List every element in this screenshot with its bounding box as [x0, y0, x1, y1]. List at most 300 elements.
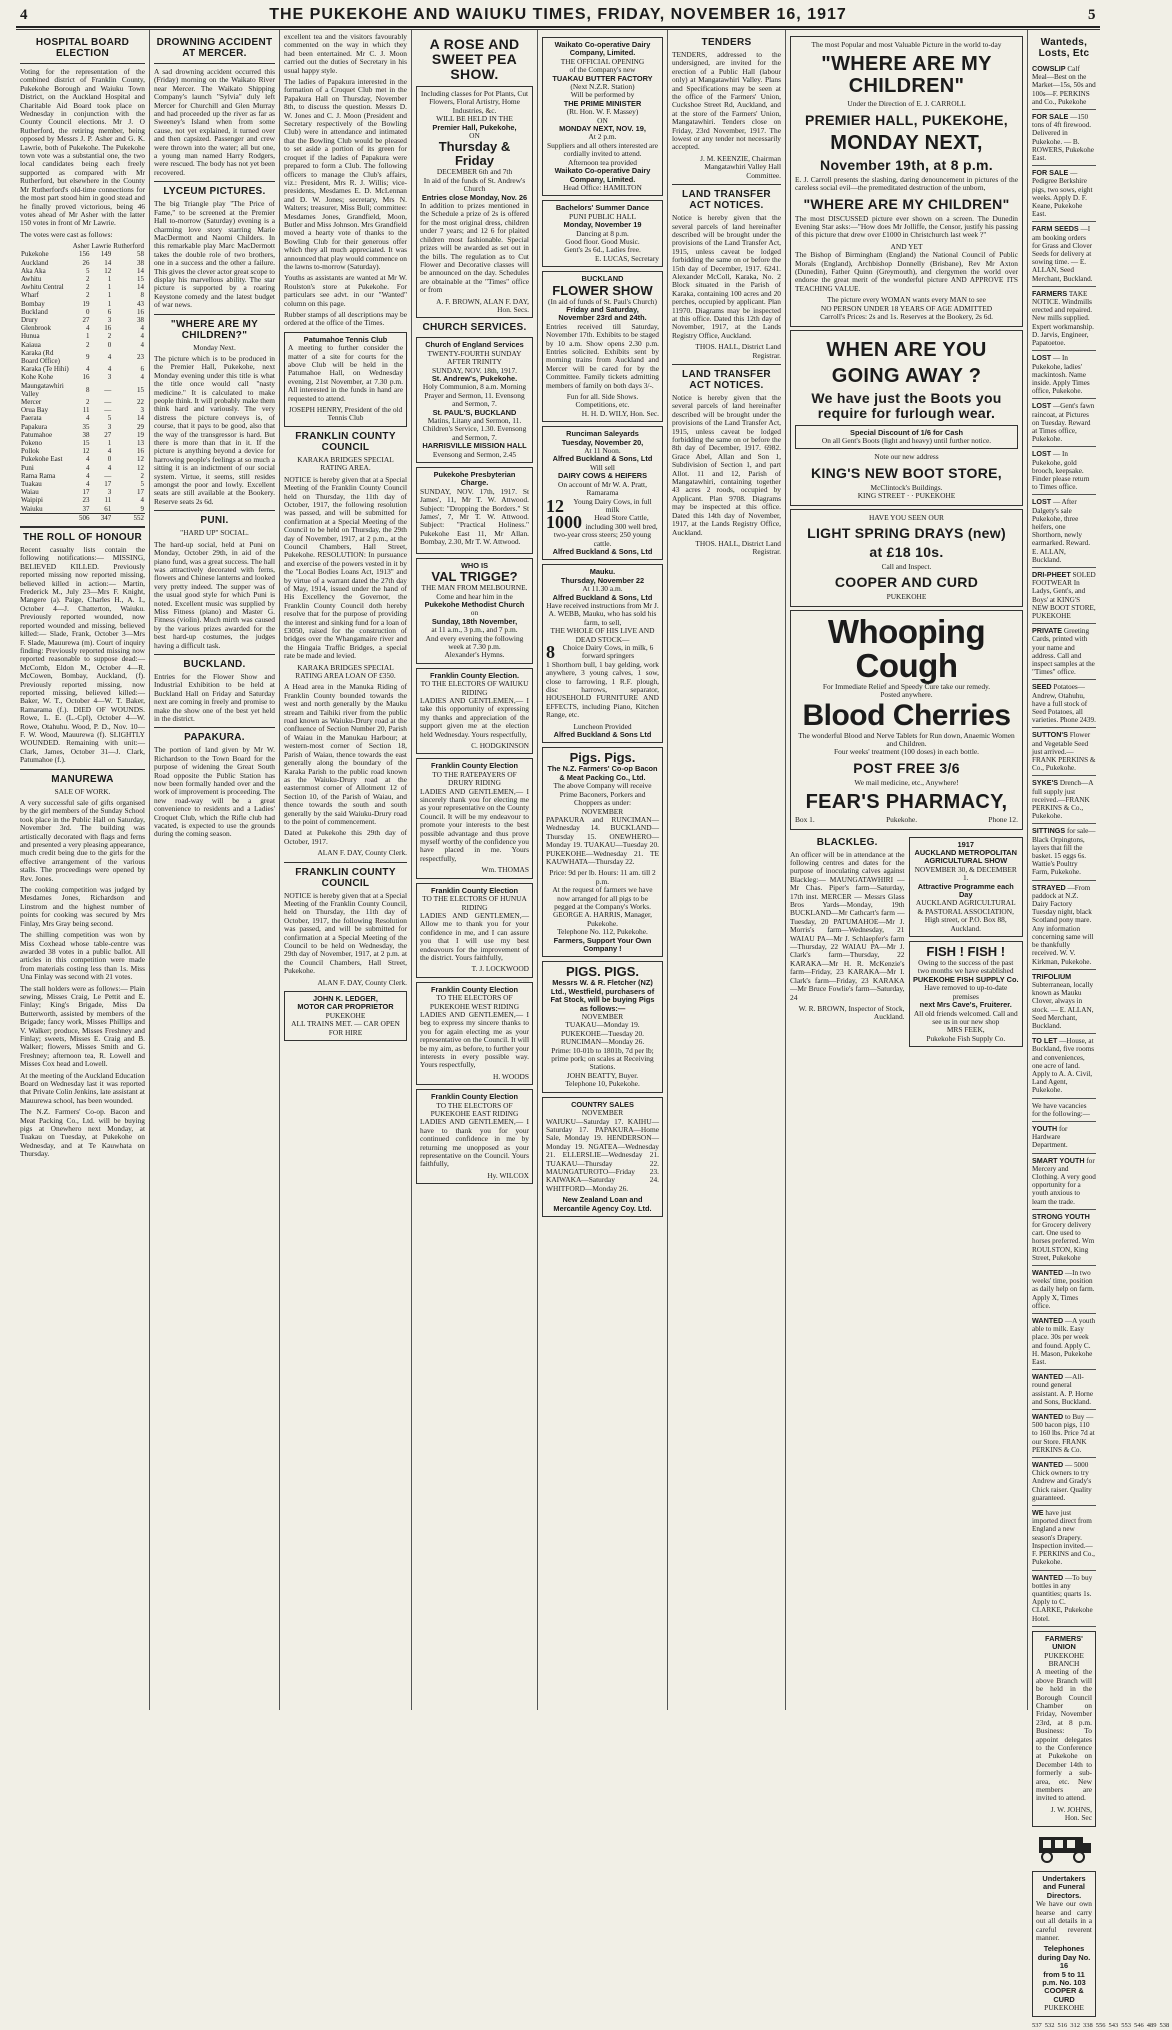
drays-l2: LIGHT SPRING DRAYS (new)	[807, 524, 1006, 541]
vote-row	[20, 250, 145, 258]
hymns: Alexander's Hymns.	[444, 650, 505, 660]
wanted-item-text: — In Pukekohe, ladies' mackintosh. Name inside. Apply Times office, Pukekohe.	[1032, 354, 1090, 396]
wanted-item	[1032, 399, 1096, 447]
pigs-ad-2	[542, 961, 663, 1092]
vote-cell: 1	[107, 299, 112, 308]
wanteds-heading: Wanteds, Losts, Etc	[1038, 37, 1090, 59]
vote-cell: 4	[85, 365, 90, 374]
column-2	[150, 30, 280, 1710]
vote-cell: Karaka (Te Hihi)	[21, 365, 69, 374]
vote-cell: —	[104, 471, 112, 480]
election-waiuku-to: TO THE ELECTORS OF WAIUKU RIDING	[420, 679, 529, 697]
rose-l3: Premier Hall, Pukekohe,	[432, 122, 517, 132]
sales-title: COUNTRY SALES	[571, 1099, 634, 1109]
vote-row	[20, 488, 145, 496]
vote-cell: 4	[140, 496, 144, 505]
fu-sub: PUKEKOHE BRANCH	[1044, 1650, 1084, 1668]
pigs-ad-1	[542, 747, 663, 957]
flower-l3: November 23rd and 24th.	[558, 313, 647, 323]
wanted-item	[1032, 1034, 1096, 1098]
u-l3: COOPER & CURD	[1044, 1986, 1084, 2004]
runciman-l2: At 11 Noon.	[584, 446, 621, 456]
fu-title: FARMERS' UNION	[1045, 1633, 1083, 1652]
election-waiuku-text: LADIES AND GENTLEMEN,— I take this opportunity of expressing my thanks and appreciation of the support given me at the election held Wednesday. Yours respectfully,	[420, 695, 529, 739]
wanted-item	[1032, 881, 1096, 970]
boot-h2: GOING AWAY ?	[831, 364, 982, 387]
on-word: on	[470, 608, 479, 618]
vote-row	[20, 324, 145, 332]
vote-cell: 4	[85, 471, 90, 480]
u-l1: Telephones during Day No. 16	[1037, 1944, 1091, 1971]
wanted-item-lead: SEED	[1032, 682, 1052, 692]
vote-cell: Auckland	[21, 258, 49, 267]
council-date: Dated at Pukekohe this 29th day of October, 1917.	[284, 828, 407, 846]
wanted-item-text: Flower and Vegetable Seed just arrived.—FRANK PERKINS & Co., Pukekohe.	[1032, 731, 1096, 773]
election-waiuku	[416, 668, 533, 755]
election-west-title: Franklin County Election	[430, 984, 519, 994]
ledger-place: PUKEKOHE	[325, 1010, 366, 1020]
wanted-item-lead: FOR SALE	[1032, 168, 1069, 178]
drays-l4: Call and Inspect.	[881, 561, 932, 571]
ad-number: 312	[1070, 2021, 1080, 2029]
land-transfer-sign-1: THOS. HALL, District Land Registrar.	[695, 342, 781, 360]
wanted-item-lead: TRIFOLIUM	[1032, 971, 1072, 981]
vote-row	[20, 382, 145, 398]
flower-h1: BUCKLAND	[581, 274, 624, 284]
vote-row	[20, 439, 145, 447]
vote-cell: 16	[82, 373, 90, 382]
vote-cell: 1	[107, 283, 112, 292]
show-l1: NOVEMBER 30, & DECEMBER 1.	[914, 864, 1017, 883]
election-waiuku-title: Franklin County Election.	[429, 670, 520, 680]
vote-cell: Puni	[21, 463, 34, 472]
ad-number: 516	[1057, 2021, 1068, 2029]
mauku-title: Mauku.	[589, 567, 616, 577]
puni-heading: PUNI.	[200, 515, 229, 527]
runciman-l6: On account of Mr W. A. Pratt, Ramarama	[558, 479, 647, 498]
buckland-heading: BUCKLAND.	[183, 658, 246, 670]
vote-cell: 2	[85, 291, 90, 300]
rubber-stamps-note: Rubber stamps of all descriptions may be ordered at the office of the Times.	[284, 310, 407, 328]
vote-cell: 14	[104, 258, 112, 267]
croquet-text-1: excellent tea and the visitors favourably commented on the way in which they had been entertained. Mr C. J. Moon carried out the duties of Secretary in his usual happy style.	[284, 32, 407, 75]
pharmacy-l6: We mail medicine, etc., Anywhere!	[854, 777, 959, 787]
wanted-item	[1032, 1266, 1096, 1314]
wanted-item-text: — 5000 Chick owners to try Andrew and Grady's Chick raiser. Quality guaranteed.	[1032, 1461, 1092, 1502]
vote-cell: Mercer	[21, 397, 42, 406]
blackleg-block	[790, 833, 905, 1052]
papakura-text: The portion of land given by Mr W. Richardson to the Town Board for the purpose of widening the Great South Road opposite the Public Station has now been formally handed over and the work of improvement is proceeding. The new road-way will be a great convenience to residents and a Ladies' Croquet Club, which the Rifle club had vacated, is expected to use the grounds during the coming season.	[154, 745, 275, 839]
blood-cherries: Blood Cherries	[802, 698, 1011, 732]
vote-cell: 4	[107, 365, 112, 374]
vote-cell: 6	[140, 365, 144, 374]
wanted-item-lead: SUTTON'S	[1032, 730, 1068, 740]
wanted-item-lead: WANTED	[1032, 1460, 1064, 1470]
manurewa-text-4: The stall holders were as follows:— Plain sewing, Misses Craig, Le Pettit and E. Finlay; King's Brigade, Miss Da Butterworth, assisted by members of the Brigade; fancy work, Misses Phillips and V. Walker; produce, Misses Freshney and Finlay; sweets, Misses E. Craig and B. Walker; flowers, Misses Smith and G. Freshney; afternoon tea, R. Lowell and Misses Cox head and Lowell.	[20, 983, 145, 1069]
wanted-item-text: We have vacancies for the following:—	[1032, 1101, 1090, 1118]
mauku-l2: At 11.30 a.m.	[582, 584, 623, 594]
tennis-club-title: Patumahoe Tennis Club	[303, 334, 388, 344]
vote-cell: Pokeno	[21, 439, 42, 447]
vote-cell: 8	[85, 385, 90, 394]
dairy-l7: (Rt. Hon. W. F. Massey)	[566, 107, 639, 117]
wanted-item-lead: WANTED	[1032, 1572, 1064, 1582]
rose-l8: Entries close Monday, Nov. 26	[421, 192, 528, 202]
wanted-item-text: for Hardware Department.	[1032, 1124, 1068, 1150]
drowning-heading: DROWNING ACCIDENT AT MERCER.	[156, 37, 273, 59]
boot-l6: McClintock's Buildings.	[870, 482, 943, 492]
fu-text: A meeting of the above Branch will be held in the Borough Council Chamber on Friday, November 23rd, at 8 p.m. Business: To appoint delegates to the Conference at Pukekohe on December 14th to formerly a sub-area, etc. New members are invited to attend.	[1036, 1667, 1092, 1803]
church-4a: Evensong and Sermon, 2.45	[432, 449, 517, 459]
ad-number: 489	[1146, 2021, 1157, 2029]
vote-row	[20, 308, 145, 316]
land-transfer-heading-1: LAND TRANSFER ACT NOTICES.	[682, 189, 771, 212]
column-8	[1028, 30, 1170, 2029]
rose-l2: WILL BE HELD IN THE	[436, 114, 513, 124]
vote-cell: 3	[107, 315, 112, 324]
ledger-name: JOHN K. LEDGER,	[313, 994, 378, 1004]
drays-l1: HAVE YOU SEEN OUR	[869, 512, 944, 522]
ad-number: 546	[1134, 2021, 1144, 2029]
pharmacy-l2: Posted anywhere.	[880, 690, 933, 700]
vote-row	[20, 464, 145, 472]
vote-cell: 1	[107, 439, 112, 447]
sunday-date: Sunday, 18th November,	[431, 616, 518, 626]
dairy-l13: Waikato Co-operative Dairy Company, Limited.	[554, 166, 651, 184]
vote-cell: 4	[140, 324, 144, 333]
wanted-item	[1032, 1122, 1096, 1154]
roll-of-honour-heading: THE ROLL OF HONOUR	[22, 532, 143, 544]
vote-cell: Bombay	[21, 299, 45, 308]
vote-cell: 8	[140, 291, 144, 300]
fu-sign: J. W. JOHNS, Hon. Sec	[1050, 1804, 1092, 1823]
wanted-item	[1032, 728, 1096, 776]
drays-l3: at £18 10s.	[869, 543, 944, 560]
vote-cell: Karaka (Rd Board Office)	[21, 348, 60, 365]
vote-cell: 12	[104, 266, 112, 275]
rose-l6: DECEMBER 6th and 7th	[436, 167, 513, 177]
county-council-notice-2: NOTICE is hereby given that at a Special Meeting of the Franklin County Council, held on Thursday, the 11th day of October, 1917, the following Resolution was passed, and will be submitted for confirmation at a Special Meeting of the Council to be held on Wednesday, the 29th day of November, 1917, at 2 p.m. at the Council Chambers, Hall Street, Pukekohe.	[284, 890, 407, 976]
drays-l5: COOPER AND CURD	[834, 574, 979, 591]
vote-cell: 19	[82, 299, 90, 308]
wanted-item-lead: YOUTH	[1032, 1123, 1058, 1133]
vote-cell: 3	[140, 406, 144, 415]
church-1: Church of England Services	[425, 340, 524, 350]
council-sign-2: ALAN F. DAY, County Clerk.	[317, 977, 407, 987]
vote-total-cell: 552	[112, 513, 145, 522]
runciman-l4: Will sell	[590, 462, 615, 472]
wanted-item-lead: WE	[1032, 1508, 1044, 1518]
vote-cell: Waipipi	[21, 496, 43, 505]
pigs1-l1: The N.Z. Farmers' Co-op Bacon & Meat Packing Co., Ltd.	[547, 764, 658, 782]
show-l2: Attractive Programme each Day	[917, 881, 1014, 900]
tennis-club-text: A meeting to further consider the matter of a site for courts for the above Club will be held in the Patumahoe Hall, on Wednesday evening, 21st November, at 7.30 p.m. All interested in the funds in hand are requested to attend.	[288, 343, 403, 403]
wanted-item-text: —A youth able to milk. Easy place. 30s per week and found. Apply C. H. Mason, Pukekohe East.	[1032, 1317, 1096, 1367]
wanted-item-text: Drench—A full supply just received.—FRANK PERKINS & Co., Pukekohe.	[1032, 779, 1094, 821]
manurewa-text-3: The shilling competition was won by Miss Coxhead whose table-centre was awarded 38 votes in a public ballot. All articles in this competition were made from materials costing less than 1s. Miss Una Finlay was second with 21 votes.	[20, 930, 145, 982]
dairy-l14: Head Office: HAMILTON	[563, 182, 642, 192]
manurewa-subheading: SALE OF WORK.	[54, 786, 111, 796]
wac-p5: The picture every WOMAN wants every MAN to see	[827, 295, 986, 305]
vote-row	[20, 267, 145, 275]
vote-cell: 2	[85, 274, 90, 283]
hearse-illustration	[1032, 1831, 1096, 1867]
mauku-l1: Thursday, November 22	[560, 575, 645, 585]
county-council-notice: NOTICE is hereby given that at a Special Meeting of the Franklin County Council held on Thursday, the 11th day of October, 1917, the following resolution was passed, and will be submitted for confirmation at a Special Meeting of the Council to be held on Thursday, the 29th day of November, 1917, at 2 p.m., at the Council Chambers, Hall Street, Pukekohe. RESOLUTION: In pursuance and exercise of the powers vested in it by the "Local Bodies Loans Act, 1913" and by virtue of a warrant dated the 27th day of May, 1914, issued under the hand of His Excellency the Governor, the Franklin County Council doth hereby resolve that for the purpose of providing the interest and sinking fund for a loan of £3050, raised for the construction of bridges over the Whangamaire river and the Hingaia Traffic Bridges, a special rate be made and levied.	[284, 474, 407, 661]
vote-cell: —	[104, 406, 112, 415]
wac-title: "WHERE ARE MY CHILDREN"	[821, 53, 992, 98]
wac-p2: The most DISCUSSED picture ever shown on a screen. The Dunedin Evening Star asks:—"How does Mr Jolliffe, the Censor, justify his passing of this picture that drew over £1000 in Christchurch last week ?"	[795, 213, 1018, 240]
dance-l2: Monday, November 19	[563, 220, 642, 230]
evening-note: And every evening the following week at 7.30 p.m.	[425, 633, 524, 651]
vote-cell: 37	[82, 504, 90, 513]
vote-header-cell: Lawrie	[91, 242, 112, 251]
dairy-l4: (Next N.Z.R. Station)	[570, 82, 635, 92]
show-fish-block	[909, 833, 1024, 1052]
wanted-item-text: —Gent's fawn raincoat, at Pictures on Tuesday. Reward at Times office, Pukekohe.	[1032, 402, 1095, 444]
vote-cell: Drury	[21, 315, 38, 324]
children-subheading: Monday Next.	[193, 342, 236, 352]
pharmacy-l4: Four weeks' treatment (100 doses) in each bottle.	[834, 747, 979, 757]
wanted-item	[1032, 1154, 1096, 1210]
wanted-item-lead: DRI-PHEET	[1032, 569, 1071, 579]
vote-cell: 1	[107, 291, 112, 300]
wanted-item-text: —I am booking orders for Grass and Clover Seeds for delivery at sowing time. — E. ALLAN, Seed Merchant, Buckland.	[1032, 225, 1093, 283]
vote-cell: 2	[107, 332, 112, 341]
sales-l3: New Zealand Loan and Mercantile Agency Coy. Ltd.	[553, 1195, 652, 1213]
manurewa-heading: MANUREWA	[51, 773, 114, 785]
vote-cell: 23	[137, 352, 144, 361]
wanted-item-lead: WANTED	[1032, 1412, 1064, 1422]
election-hunua-title: Franklin County Election	[430, 885, 519, 895]
vote-cell: 1	[107, 274, 112, 283]
fish-ad	[909, 941, 1024, 1047]
column-7	[786, 30, 1028, 1710]
vote-cell: 5	[107, 414, 112, 423]
church-2a: Holy Communion, 8 a.m. Morning Prayer and Sermon, 11. Evensong and Sermon, 7.	[422, 382, 527, 409]
karaka-area-text: A Head area in the Manuka Riding of Franklin County bounded towards the west and north generally by the Mauku stream and Taihiki river from the public road known as Waiuku-Drury road at the confluence of Section Number 20, Parish of Waiau in the Manukau Harbour; at western-most corner of Section 18, Parish of Waiau, thence towards the east generally along the boundary of the Karaka Parish to the public road known as the Waiuku-Drury road at the easternmost corner of Allotment 12 of Section 10, of the Parish of Waiau, and thence towards the south and south generally by the said Waiuku-Drury road to the point of commencement.	[284, 682, 407, 826]
vote-cell: 4	[85, 455, 90, 464]
election-east-sign: Hy. WILCOX	[487, 1170, 529, 1180]
vote-cell: 16	[104, 324, 112, 333]
wac-dir: Under the Direction of E. J. CARROLL	[847, 99, 966, 109]
vote-cell: 58	[137, 250, 144, 259]
vote-header-cell	[20, 242, 70, 250]
wanted-item-lead: TO LET	[1032, 1036, 1058, 1046]
pharmacy-l5: POST FREE 3/6	[853, 759, 960, 776]
fish-l6: MRS FEEK,	[946, 1025, 985, 1035]
vote-cell: 4	[140, 340, 144, 349]
column-5	[538, 30, 668, 1710]
vote-cell: Hunua	[21, 332, 40, 341]
wac-p7: Carroll's Prices: 2s and 1s. Reserves at the Bookery, 2s 6d.	[819, 312, 994, 322]
wanted-item-lead: FOR SALE	[1032, 112, 1069, 122]
dairy-l3: TUAKAU BUTTER FACTORY	[552, 73, 653, 83]
rose-l5: Thursday & Friday	[438, 139, 511, 169]
wanted-item	[1032, 568, 1096, 624]
mauku-l4: Have received instructions from Mr J. A. WEBB, Mauku, who has sold his farm, to sell,	[546, 600, 659, 627]
karaka-loan-sub: KARAKA BRIDGES SPECIAL RATING AREA LOAN OF £350.	[295, 662, 396, 681]
val-trigge-ad	[416, 558, 533, 664]
fish-l1: Owing to the success of the past two months we have established	[917, 958, 1014, 976]
wanted-item-text: Greeting Cards, printed with your name and address. Call and inspect samples at the "Times" office.	[1032, 627, 1095, 677]
metro-show-ad	[909, 837, 1024, 937]
u-text: We have our own hearse and carry out all details in a careful reverent manner.	[1036, 1899, 1092, 1942]
fish-l5: All old friends welcomed. Call and see us in our new shop	[913, 1008, 1018, 1026]
dairy-l9: MONDAY NEXT, NOV. 19,	[559, 124, 646, 134]
mauku-l7: Choice Dairy Cows, in milk, 6 forward springers	[562, 643, 654, 661]
wanted-item-lead: FARMERS	[1032, 288, 1068, 298]
runciman-title: Runciman Saleyards	[566, 429, 639, 439]
runciman-l5: DAIRY COWS & HEIFERS	[557, 471, 648, 481]
wanted-item-text: Calf Meal—Best on the Market—15s, 50s and 100s—F. PERKINS and Co., Pukekohe	[1032, 65, 1096, 106]
wac-hall: PREMIER HALL, PUKEKOHE,	[805, 111, 1008, 128]
farmers-union-ad	[1032, 1631, 1096, 1827]
wanted-item-text: — After Dalgety's sale Pukekohe, three heifers, one Shorthorn, newly earmarked. Reward. E. ALLAN, Buckland.	[1032, 498, 1091, 564]
manurewa-text-2: The cooking competition was judged by Mesdames Jones, Richardson and Linstrom and the highest number of points for cooking was secured by Mrs Finlay, Mrs Gray being second.	[20, 885, 145, 928]
votes-intro: The votes were cast as follows:	[20, 229, 113, 239]
vote-cell: 29	[137, 422, 144, 431]
vote-row	[20, 332, 145, 340]
election-drury-sign: Wm. THOMAS	[481, 865, 529, 875]
vote-cell: 0	[107, 340, 112, 349]
wac-p1: E. J. Carroll presents the slashing, daring denouncement in pictures of the careless social evil—the premeditated destruction of the unborn,	[795, 174, 1018, 193]
pigs1-l7: GEORGE A. HARRIS, Manager, Pukekohe.	[552, 910, 653, 928]
karaka-bridges-sub: KARAKA BRIDGES SPECIAL RATING AREA.	[297, 454, 394, 473]
pigs1-l2: The above Company will receive Prime Baconers, Porkers and Choppers as under:	[553, 781, 652, 808]
wanted-item-lead: SYKE'S	[1032, 778, 1059, 788]
wanted-item	[1032, 1458, 1096, 1506]
flower-h2: FLOWER SHOW	[552, 282, 653, 298]
boot-l5: KING'S NEW BOOT STORE,	[811, 464, 1002, 481]
blackleg-text: An officer will be in attendance at the following centres and dates for the purpose of inoculating calves against Blackleg:— MAUNGATAWHIRI — Mr Chas. Piper's farm—Saturday, 17th inst. MERCER — Messrs Glass Bros Yards—Monday, 19th BUCKLAND—Mr Cathcart's farm —Tuesday, 20 PATUMAHOE—Mr J. Morris's farm—Wednesday, 21 WAIAU PA—Mr J. Schlaepfer's farm—Thursday, 22 WAIAU PA—Mr J. Clark's farm—Thursday, 22 KARAKA—Mr H. R. McKenzie's farm—Friday, 23 KARAKA—Mr I. Clark's farm—Friday, 23 KARAKA—Mr Bruce Fowlie's farm—Saturday, 24	[790, 849, 905, 1002]
vote-cell: 11	[104, 496, 112, 505]
vote-cell: Aka Aka	[21, 266, 46, 275]
manurewa-text-6: The N.Z. Farmers' Co-op. Bacon and Meat Packing Co., Ltd. will be buying pigs at Onewhero next Monday, at Tuakau on Tuesday, at Pukekohe on Wednesday, and at Te Kauwhata on Thursday.	[20, 1107, 145, 1159]
vote-cell: 12	[137, 463, 144, 472]
column-6	[668, 30, 786, 1710]
page-number-left: 4	[20, 7, 28, 23]
vote-row	[20, 341, 145, 349]
vote-cell: 14	[137, 414, 144, 423]
vote-cell: 1	[85, 332, 90, 341]
runciman-l11: Alfred Buckland & Sons, Ltd	[552, 546, 653, 556]
council-sign: ALAN F. DAY, County Clerk.	[317, 848, 407, 858]
election-drury-text: LADIES AND GENTLEMEN,— I sincerely thank you for electing me as your representative on the County Council. It will be my endeavour to promote your interests to the best possible advantage and thus prove myself worthy of the confidence you have placed in me. Yours respectfully,	[420, 786, 529, 863]
pigs2-l4: Prime: 10-01b to 1801b, 7d per lb; prime pork; on scales at Receiving Stations.	[551, 1045, 654, 1072]
vote-cell: 5	[85, 266, 90, 275]
croquet-text-2: The ladies of Papakura interested in the formation of a Croquet Club met in the Papakura Hall on Thursday, November 8th, to discuss the question. Messrs D. W. Jones and C. J. Moon (President and Secretary respectively of the Bowling Club) were in attendance and intimated that the Bowling Club would be pleased to set aside a portion of its green for croquet if the ladies of Papakura were prepared to form a Club. The following officers to manage the Club's affairs, viz.: President, Mrs R. J. Willis; vice-presidents, Mesdames E. D. McLennan and D. W. Jones; secretary, Mrs N. Walters; treasurer, Miss Bull; committee: Mesdames Jones, Grandfield, Moon, Butler and Miss Johnson. Mrs Grandfield moved a hearty vote of thanks to the Bowling Club for their generous offer which they all much appreciated. It was announced that play would commence on the lawns to-morrow (Saturday).	[284, 77, 407, 271]
vote-cell: Papakura	[21, 422, 48, 431]
vote-cell: 4	[140, 373, 144, 382]
dairy-l1: THE OFFICIAL OPENING	[560, 56, 645, 66]
vote-cell: 4	[107, 352, 112, 361]
ad-number-list	[1032, 2021, 1170, 2030]
lyceum-text: The big Triangle play "The Price of Fame," to be screened at the Premier Hall to-morrow (Saturday) evening is a charming love story starring Marie MacDermott and Naomi Childers. In this remarkable play Marc MacDermott takes the double role of two brothers, one in a success and the other a failure. This gives the clever actor great scope to display his marvellous ability. The star picture is supported by a roaring Keystone comedy and the latest budget of war news.	[154, 199, 275, 310]
dance-l4: Good floor. Good Music.	[565, 236, 640, 246]
runciman-l3: Alfred Buckland & Sons, Ltd	[552, 454, 653, 464]
vote-total-cell: 347	[90, 513, 112, 522]
church-1a: TWENTY-FOURTH SUNDAY AFTER TRINITY	[427, 348, 522, 367]
vote-cell: Glenbrook	[21, 324, 51, 333]
church-services-heading: CHURCH SERVICES.	[422, 322, 527, 334]
mauku-l8: 1 Shorthorn bull, 1 bay gelding, work anywhere, 3 young calves, 1 sow, close to farrowing, 1 R.F. plough, disc harrows, separator, HOUSEHOLD FURNITURE AND EFFECTS, including Piano, Kitchen Range, etc.	[546, 659, 659, 720]
wanted-item-lead: LOST	[1032, 353, 1052, 363]
vote-cell: 13	[137, 439, 144, 447]
vote-cell: 14	[137, 266, 144, 275]
pigs2-l2: NOVEMBER	[581, 1012, 624, 1022]
vote-cell: 16	[137, 447, 144, 456]
papakura-heading: PAPAKURA.	[184, 732, 245, 744]
runciman-l8: Young Dairy Cows, in full milk	[573, 496, 652, 514]
u-title: Undertakers and Funeral Directors.	[1042, 1874, 1086, 1900]
election-east-title: Franklin County Election	[430, 1092, 519, 1102]
fish-l3: Have removed to up-to-date premises	[924, 983, 1008, 1001]
pharmacy-name: FEAR'S PHARMACY,	[805, 791, 1008, 814]
flower-l4: Entries received till Saturday, November 17th. Exhibits to be staged by 10 a.m. Show opens 2.30 p.m. Entries solicited. Exhibits sent by morning trains from Auckland and Mercer will be cared for by the Committee. Family tickets admitting members of family on both days 3/-.	[546, 321, 659, 390]
boot-store-ad	[790, 330, 1023, 506]
election-west-sign: H. WOODS	[493, 1071, 529, 1081]
where-children-ad	[790, 36, 1023, 327]
rose-sign: A. F. BROWN, ALAN F. DAY, Hon. Secs.	[436, 296, 529, 314]
children-text: The picture which is to be produced in the Premier Hall, Pukekohe, next Monday evening under this title is what the title once would call "nasty medicine." It is calculated to make people think. It will probably make them think hard and variously. The very distress the picture conveys is, of course, that it pays to be good, also that the way of the transgressor is hard. But there is more than that in it. If the picture is anything beyond a device for harrowing people's feelings at so much a sitting it is an indictment of our social system. Virtue, it seems, still resides amongst the poor and lowly. Excellent seats are still available at the Bookery. Reserve seats 2s 6d.	[154, 353, 275, 506]
vote-cell: Waiau	[21, 488, 39, 497]
vote-cell: 38	[137, 258, 144, 267]
blackleg-sign: W. R. BROWN, Inspector of Stock, Auckland.	[798, 1003, 905, 1022]
dairy-l10: At 2 p.m.	[588, 132, 617, 142]
column-1	[16, 30, 150, 1710]
runciman-l9: 1000	[546, 512, 582, 533]
dance-l3: Dancing at 8 p.m.	[576, 228, 629, 238]
church-4: HARRISVILLE MISSION HALL	[422, 441, 527, 451]
ad-number: 553	[1121, 2021, 1131, 2029]
vote-row	[20, 406, 145, 414]
mauku-l5: THE WHOLE OF HIS LIVE AND DEAD STOCK—	[550, 626, 655, 644]
column-4	[412, 30, 538, 1710]
wanted-item-lead: LOST	[1032, 497, 1052, 507]
country-sales-ad	[542, 1097, 663, 1217]
dairy-l12: Afternoon tea provided	[568, 157, 637, 167]
wanted-item	[1032, 824, 1096, 880]
vote-table	[20, 242, 145, 522]
wanted-item	[1032, 1410, 1096, 1458]
fish-l2: PUKEKOHE FISH SUPPLY Co.	[912, 974, 1019, 984]
wanted-item-text: — Pedigree Berkshire pigs, two sows, eight weeks. Apply D. F. Keane, Pukekohe East.	[1032, 169, 1093, 219]
wanted-item-text: Subterranean, locally known as Mauku Clover, always in stock. — E. ALLAN, Seed Merchant, Buckland.	[1032, 980, 1094, 1030]
vote-row	[20, 259, 145, 267]
vote-cell: 4	[107, 447, 112, 456]
ad-number: 556	[1095, 2021, 1106, 2029]
drays-l6: PUKEKOHE	[886, 592, 927, 602]
vote-cell: 3	[107, 422, 112, 431]
vote-cell: 43	[137, 299, 144, 308]
boot-l7: KING STREET · · PUKEKOHE	[857, 491, 956, 501]
vote-cell: Kaiaua	[21, 340, 41, 349]
election-drury-title: Franklin County Election	[430, 761, 519, 771]
newspaper-title: THE PUKEKOHE AND WAIUKU TIMES, FRIDAY, NOVEMBER 16, 1917	[269, 6, 847, 23]
vote-cell: 23	[82, 496, 90, 505]
vote-cell: 3	[107, 373, 112, 382]
vote-row	[20, 300, 145, 308]
column-3	[280, 30, 412, 1710]
pharmacy-l1: For Immediate Relief and Speedy Cure take our remedy.	[822, 681, 991, 691]
wanted-item-lead: SMART YOUTH	[1032, 1155, 1085, 1165]
vote-cell: 2	[140, 471, 144, 480]
show-year: 1917	[957, 839, 974, 849]
vote-header-cell: Rutherford	[113, 242, 144, 251]
columns	[16, 29, 1170, 2029]
wac-day: MONDAY NEXT,	[830, 131, 983, 154]
